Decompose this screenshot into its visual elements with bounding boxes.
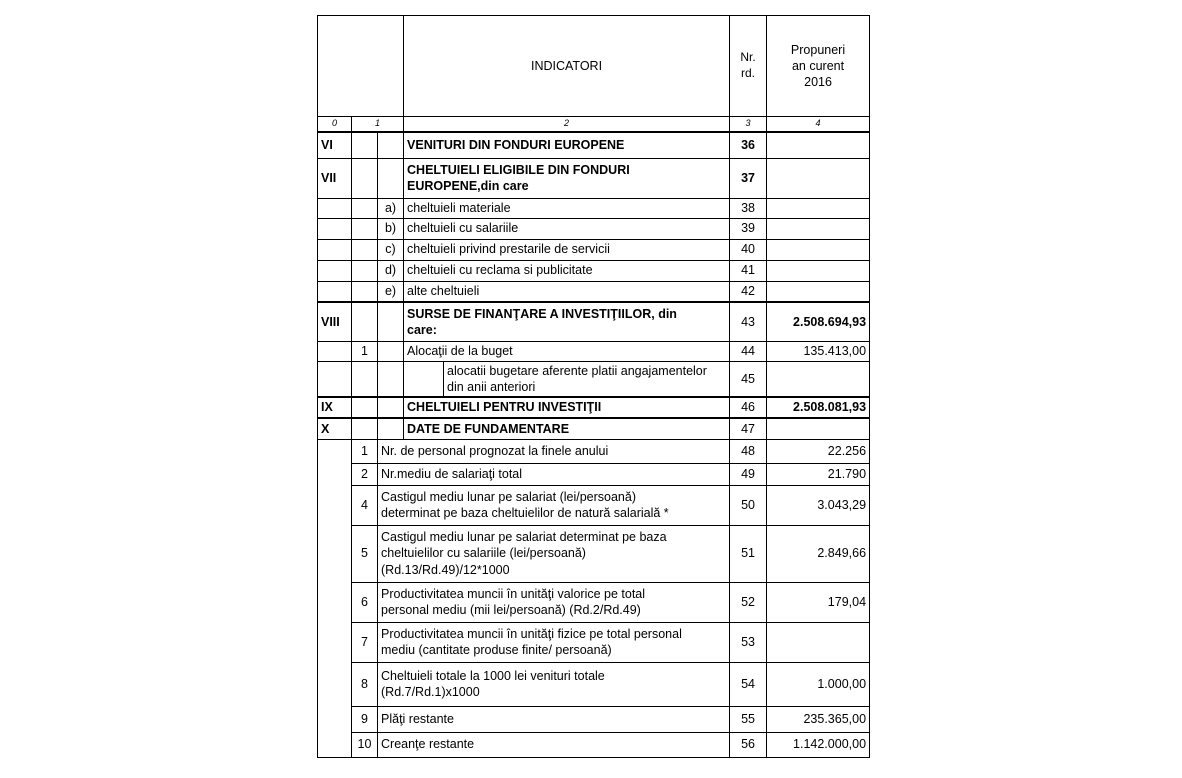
empty-cell: [318, 439, 352, 757]
row-num: 1: [352, 439, 378, 463]
table-row: [318, 418, 870, 439]
row-num: 6: [352, 582, 378, 622]
row-roman: VII: [318, 158, 352, 198]
table-row: [318, 281, 870, 302]
row-value: [767, 622, 870, 662]
row-label: Alocaţii de la buget: [404, 341, 730, 361]
table-row: [318, 158, 870, 198]
row-label-line1: CHELTUIELI ELIGIBILE DIN FONDURI: [407, 162, 630, 177]
row-num: 1: [352, 341, 378, 361]
row-nr: 56: [730, 732, 767, 757]
table-row: [318, 260, 870, 281]
row-label: [378, 582, 730, 622]
header-proposal-line1: Propuneri: [790, 42, 846, 57]
empty-cell: [318, 198, 352, 218]
row-label: cheltuieli cu salariile: [404, 218, 730, 239]
col-index-2: 2: [404, 117, 730, 133]
empty-cell: [318, 218, 352, 239]
row-value: [767, 260, 870, 281]
header-proposal-line2: an curent: [791, 58, 845, 73]
row-nr: 48: [730, 439, 767, 463]
row-label: [378, 525, 730, 582]
table-row: [318, 732, 870, 757]
row-nr: 54: [730, 662, 767, 706]
table-row: [318, 361, 870, 397]
budget-table-sheet: [317, 15, 869, 752]
empty-cell: [378, 397, 404, 418]
row-label-line1: SURSE DE FINANŢARE A INVESTIŢIILOR, din: [407, 306, 677, 321]
row-label-line2: cheltuielilor cu salariile (lei/persoană): [381, 546, 586, 561]
row-roman: IX: [318, 397, 352, 418]
row-value: 1.142.000,00: [767, 732, 870, 757]
empty-cell: [352, 158, 378, 198]
row-roman: X: [318, 418, 352, 439]
table-row: [318, 132, 870, 158]
empty-cell: [352, 260, 378, 281]
row-num: 7: [352, 622, 378, 662]
empty-cell: [378, 158, 404, 198]
row-label-line2: care:: [407, 322, 437, 337]
row-label: Nr.mediu de salariaţi total: [378, 463, 730, 485]
row-value: 135.413,00: [767, 341, 870, 361]
row-value: 22.256: [767, 439, 870, 463]
row-nr: 40: [730, 239, 767, 260]
table-row: [318, 706, 870, 732]
indicators-table: [317, 15, 870, 758]
row-label: DATE DE FUNDAMENTARE: [404, 418, 730, 439]
table-row: [318, 397, 870, 418]
column-index-row: [318, 117, 870, 133]
row-label: alte cheltuieli: [404, 281, 730, 302]
row-label-line1: Productivitatea muncii în unităţi valorice pe total: [381, 586, 646, 601]
row-nr: 38: [730, 198, 767, 218]
row-nr: 41: [730, 260, 767, 281]
row-label: [378, 485, 730, 525]
empty-cell: [378, 132, 404, 158]
row-label-line2: personal mediu (mii lei/persoană) (Rd.2/Rd.49): [381, 603, 641, 617]
table-row: [318, 485, 870, 525]
col-index-3: 3: [730, 117, 767, 133]
row-letter: a): [378, 198, 404, 218]
row-value: [767, 218, 870, 239]
row-num: 2: [352, 463, 378, 485]
empty-cell: [318, 361, 352, 397]
header-nr-rd: [730, 16, 767, 117]
table-row: [318, 525, 870, 582]
row-label: [404, 302, 730, 341]
row-label-line2: din anii anteriori: [447, 379, 536, 394]
row-letter: d): [378, 260, 404, 281]
row-num: 10: [352, 732, 378, 757]
row-nr: 53: [730, 622, 767, 662]
header-blank-cell: [318, 16, 404, 117]
empty-cell: [352, 361, 378, 397]
row-label: [378, 662, 730, 706]
row-label-line2: (Rd.7/Rd.1)x1000: [381, 685, 480, 699]
empty-cell: [378, 302, 404, 341]
row-label-line1: Productivitatea muncii în unităţi fizice pe total personal: [381, 626, 682, 641]
row-nr: 44: [730, 341, 767, 361]
empty-cell: [318, 260, 352, 281]
row-letter: e): [378, 281, 404, 302]
row-label: cheltuieli materiale: [404, 198, 730, 218]
table-row: [318, 439, 870, 463]
row-label: VENITURI DIN FONDURI EUROPENE: [404, 132, 730, 158]
row-value: [767, 239, 870, 260]
empty-cell: [318, 341, 352, 361]
row-label-line1: Castigul mediu lunar pe salariat determinat pe baza: [381, 530, 667, 545]
row-label: cheltuieli cu reclama si publicitate: [404, 260, 730, 281]
row-value: 2.849,66: [767, 525, 870, 582]
col-index-0: 0: [318, 117, 352, 133]
empty-cell: [352, 418, 378, 439]
row-label-line1: Castigul mediu lunar pe salariat (lei/persoană): [381, 489, 636, 504]
row-label: [378, 622, 730, 662]
row-label-line1: alocatii bugetare aferente platii angajamentelor: [447, 363, 707, 378]
empty-cell: [378, 361, 404, 397]
row-value: [767, 132, 870, 158]
row-nr: 43: [730, 302, 767, 341]
table-header-row: [318, 16, 870, 117]
row-label-line1: Cheltuieli totale la 1000 lei venituri totale: [381, 668, 605, 683]
row-label: CHELTUIELI PENTRU INVESTIŢII: [404, 397, 730, 418]
row-nr: 36: [730, 132, 767, 158]
table-row: [318, 239, 870, 260]
empty-cell: [352, 198, 378, 218]
empty-cell: [352, 302, 378, 341]
row-num: 4: [352, 485, 378, 525]
row-value: [767, 158, 870, 198]
row-nr: 42: [730, 281, 767, 302]
empty-cell: [352, 281, 378, 302]
row-num: 8: [352, 662, 378, 706]
row-label: cheltuieli privind prestarile de servicii: [404, 239, 730, 260]
table-row: [318, 622, 870, 662]
empty-cell: [378, 341, 404, 361]
row-nr: 46: [730, 397, 767, 418]
header-proposal-line3: 2016: [804, 75, 832, 90]
row-label-line2: EUROPENE,din care: [407, 179, 529, 193]
table-row: [318, 463, 870, 485]
row-label: Nr. de personal prognozat la finele anului: [378, 439, 730, 463]
empty-cell: [352, 132, 378, 158]
row-label-line2: determinat pe baza cheltuielilor de natură salarială *: [381, 506, 669, 520]
table-row: [318, 218, 870, 239]
row-value: [767, 198, 870, 218]
row-num: 5: [352, 525, 378, 582]
row-value: 235.365,00: [767, 706, 870, 732]
header-indicators: INDICATORI: [404, 16, 730, 117]
row-value: [767, 361, 870, 397]
empty-cell: [352, 397, 378, 418]
row-label: [404, 158, 730, 198]
row-label-line3: (Rd.13/Rd.49)/12*1000: [381, 562, 510, 577]
empty-cell: [318, 239, 352, 260]
row-nr: 55: [730, 706, 767, 732]
row-value: 3.043,29: [767, 485, 870, 525]
row-letter: b): [378, 218, 404, 239]
row-nr: 47: [730, 418, 767, 439]
row-label: [444, 361, 730, 397]
row-nr: 39: [730, 218, 767, 239]
empty-cell: [378, 418, 404, 439]
row-nr: 51: [730, 525, 767, 582]
col-index-1: 1: [352, 117, 404, 133]
empty-cell: [404, 361, 444, 397]
row-nr: 37: [730, 158, 767, 198]
row-value: 2.508.694,93: [767, 302, 870, 341]
table-row: [318, 582, 870, 622]
empty-cell: [352, 218, 378, 239]
header-nr-line2: rd.: [741, 66, 756, 80]
table-row: [318, 662, 870, 706]
row-roman: VI: [318, 132, 352, 158]
row-label: Plăţi restante: [378, 706, 730, 732]
header-nr-line1: Nr.: [740, 50, 756, 65]
row-nr: 52: [730, 582, 767, 622]
row-value: 2.508.081,93: [767, 397, 870, 418]
row-label-line2: mediu (cantitate produse finite/ persoană): [381, 643, 612, 657]
row-nr: 50: [730, 485, 767, 525]
table-row: [318, 302, 870, 341]
row-value: 179,04: [767, 582, 870, 622]
empty-cell: [352, 239, 378, 260]
row-value: 1.000,00: [767, 662, 870, 706]
table-row: [318, 198, 870, 218]
row-value: 21.790: [767, 463, 870, 485]
row-label: Creanţe restante: [378, 732, 730, 757]
col-index-4: 4: [767, 117, 870, 133]
row-value: [767, 418, 870, 439]
row-nr: 45: [730, 361, 767, 397]
row-value: [767, 281, 870, 302]
table-row: [318, 341, 870, 361]
header-proposal: [767, 16, 870, 117]
row-nr: 49: [730, 463, 767, 485]
empty-cell: [318, 281, 352, 302]
row-num: 9: [352, 706, 378, 732]
row-letter: c): [378, 239, 404, 260]
row-roman: VIII: [318, 302, 352, 341]
